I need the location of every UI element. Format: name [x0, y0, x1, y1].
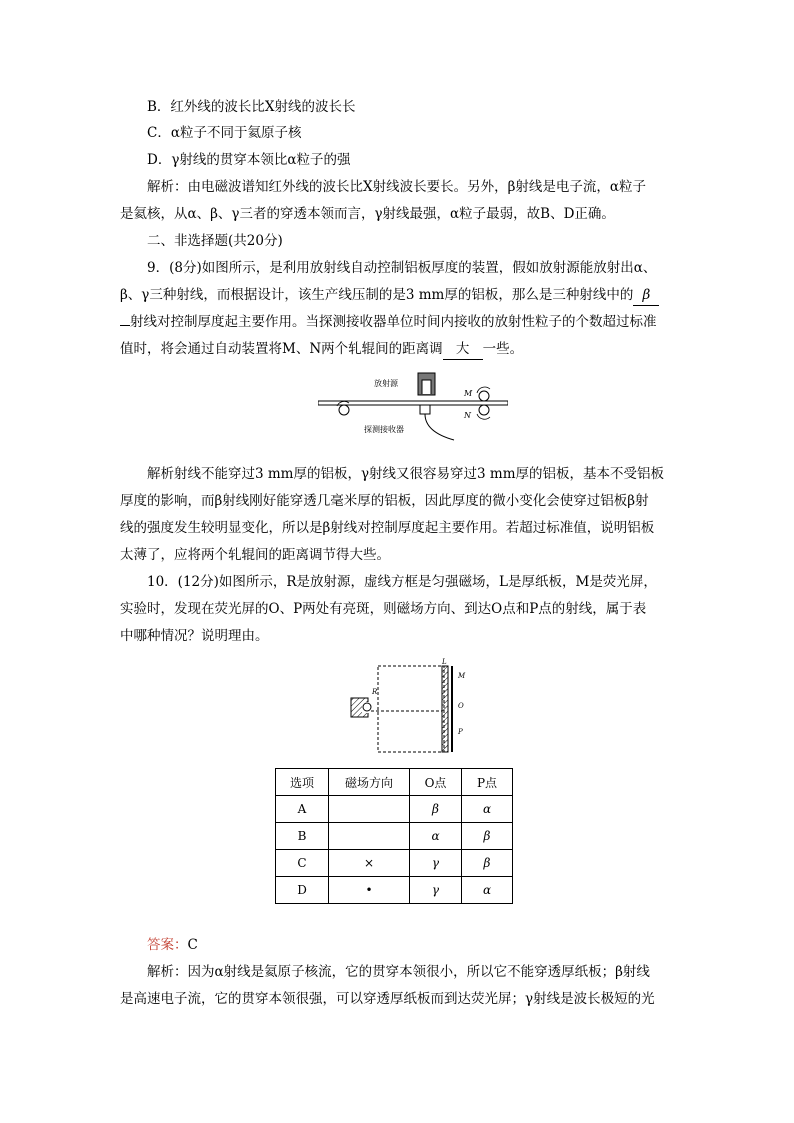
label-p: P [458, 728, 463, 736]
table-cell [329, 796, 410, 823]
analysis-q10-line2: 是高速电子流，它的贯穿本领很强，可以穿透厚纸板而到达荧光屏；γ射线是波长极短的光 [120, 991, 655, 1007]
table-row [276, 877, 513, 904]
table-cell: B [276, 823, 329, 850]
figure-rolling-mill [318, 372, 508, 444]
answer-line [147, 935, 198, 955]
source-label: 放射源 [374, 379, 398, 388]
detector-label: 探测接收器 [364, 425, 404, 434]
analysis-q9-line2: 厚度的影响，而β射线刚好能穿透几毫米厚的铝板，因此厚度的微小变化会使穿过铝板β射 [120, 493, 649, 509]
detector-box [420, 405, 430, 414]
table-header: O点 [410, 769, 462, 796]
q9-blank-2: 大 [443, 339, 483, 360]
figure-magnetic-field [350, 656, 470, 756]
analysis-q9-line1: 解析射线不能穿过3 mm厚的铝板，γ射线又很容易穿过3 mm厚的铝板，基本不受铝板 [147, 466, 665, 482]
q9-blank-1: β [633, 285, 659, 306]
q9-blank-1-continuation [120, 325, 130, 326]
q9-line3 [120, 312, 657, 332]
table-cell: γ [410, 877, 462, 904]
label-n: N [464, 411, 471, 420]
analysis-q10-line1: 解析：因为α射线是氦原子核流，它的贯穿本领很小，所以它不能穿透厚纸板；β射线 [147, 964, 650, 980]
section-heading: 二、非选择题(共20分) [147, 233, 283, 249]
answer-label: 答案： [147, 937, 188, 953]
q10-line1: 10．(12分)如图所示，R是放射源，虚线方框是匀强磁场，L是厚纸板，M是荧光屏， [147, 574, 657, 590]
table-header: 选项 [276, 769, 329, 796]
table-cell: β [410, 796, 462, 823]
left-roller [339, 405, 349, 415]
roller-m [479, 391, 489, 401]
table-row [276, 823, 513, 850]
table-cell: • [329, 877, 410, 904]
option-c: C．α粒子不同于氦原子核 [147, 125, 302, 141]
table-cell: β [462, 823, 513, 850]
table-cell: A [276, 796, 329, 823]
answer-value: C [187, 937, 198, 953]
label-o: O [458, 702, 464, 710]
label-m: M [464, 389, 473, 398]
q10-line3: 中哪种情况？说明理由。 [120, 628, 269, 644]
option-d: D．γ射线的贯穿本领比α粒子的强 [147, 152, 351, 168]
q9-line1: 9．(8分)如图所示，是利用放射线自动控制铝板厚度的装置，假如放射源能放射出α、 [147, 260, 657, 276]
table-cell: β [462, 850, 513, 877]
table-cell: γ [410, 850, 462, 877]
detector-cable [425, 414, 454, 440]
cardboard-l [442, 666, 448, 752]
q9-line4-text-before: 值时，将会通过自动装置将M、N两个轧辊间的距离调 [120, 341, 443, 357]
q9-line4-text-after: 一些。 [482, 341, 524, 357]
analysis-q8-line1: 解析：由电磁波谱知红外线的波长比X射线波长要长。另外，β射线是电子流，α粒子 [147, 179, 647, 195]
q9-line2-text: β、γ三种射线，而根据设计，该生产线压制的是3 mm厚的铝板，那么是三种射线中的 [120, 287, 634, 303]
table-header: 磁场方向 [329, 769, 410, 796]
table-row [276, 796, 513, 823]
table-header-row [276, 769, 513, 796]
roller-n [479, 405, 489, 415]
table-cell: α [410, 823, 462, 850]
option-b: B．红外线的波长比X射线的波长长 [147, 99, 356, 115]
table-row [276, 850, 513, 877]
q9-line3-text: 射线对控制厚度起主要作用。当探测接收器单位时间内接收的放射性粒子的个数超过标准 [130, 314, 657, 330]
q10-line2: 实验时，发现在荧光屏的O、P两处有亮斑，则磁场方向、到达O点和P点的射线，属于表 [120, 601, 647, 617]
table-cell: D [276, 877, 329, 904]
table-cell: C [276, 850, 329, 877]
label-l: L [442, 658, 447, 666]
q9-line4 [120, 339, 523, 360]
magnetic-field-region [378, 666, 444, 752]
source-opening [422, 380, 431, 394]
analysis-q8-line2: 是氦核，从α、β、γ三者的穿透本领而言，γ射线最强，α粒子最弱，故B、D正确。 [120, 206, 615, 222]
table-cell: α [462, 796, 513, 823]
source-r [363, 703, 371, 711]
table-cell: α [462, 877, 513, 904]
table-cell [329, 823, 410, 850]
label-m2: M [458, 672, 466, 680]
q9-line2 [120, 285, 659, 306]
label-r: R [372, 688, 378, 696]
analysis-q9-line4: 太薄了，应将两个轧辊间的距离调节得大些。 [120, 547, 390, 563]
analysis-q9-line3: 线的强度发生较明显变化，所以是β射线对控制厚度起主要作用。若超过标准值，说明铝板 [120, 520, 655, 536]
options-table [275, 768, 513, 904]
table-cell: × [329, 850, 410, 877]
table-header: P点 [462, 769, 513, 796]
